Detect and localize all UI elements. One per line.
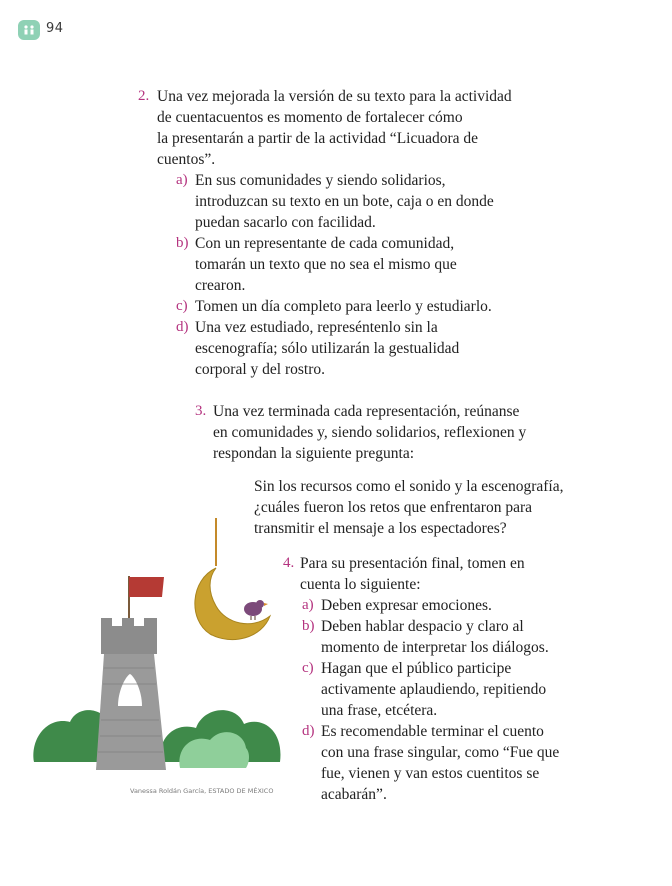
item-text-line: de cuentacuentos es momento de fortalecer cómo	[157, 109, 463, 126]
subitem-label: d)	[302, 723, 315, 739]
item-text-line: la presentarán a partir de la actividad “Licuadora de	[157, 130, 479, 147]
subitem-label: b)	[302, 618, 315, 634]
subitem-text-line: una frase, etcétera.	[321, 702, 438, 719]
subitem-text-line: Hagan que el público participe	[321, 660, 512, 677]
subitem-text-line: introduzcan su texto en un bote, caja o en donde	[195, 193, 494, 210]
subitem-text-line: con una frase singular, como “Fue que	[321, 744, 560, 761]
subitem-label: c)	[302, 660, 314, 676]
item-text-line: respondan la siguiente pregunta:	[213, 445, 415, 462]
subitem-label: d)	[176, 319, 189, 335]
subitem-text-line: fue, vienen y van estos cuentitos se	[321, 765, 540, 782]
item-text-line: Una vez terminada cada representación, reúnanse	[213, 403, 520, 420]
subitem-text-line: escenografía; sólo utilizarán la gestualidad	[195, 340, 460, 357]
item-text-line: Una vez mejorada la versión de su texto para la actividad	[157, 88, 512, 105]
question-line: Sin los recursos como el sonido y la escenografía,	[254, 478, 564, 495]
subitem-text-line: acabarán”.	[321, 786, 387, 803]
subitem-label: c)	[176, 298, 188, 314]
page-number: 94	[46, 21, 64, 36]
subitem-text-line: tomarán un texto que no sea el mismo que	[195, 256, 457, 273]
item-number: 2.	[138, 88, 150, 104]
illustration-credit: Vanessa Roldán García, ESTADO DE MÉXICO	[130, 787, 274, 795]
subitem-text-line: momento de interpretar los diálogos.	[321, 639, 549, 656]
item-number: 4.	[283, 555, 295, 571]
subitem-text-line: crearon.	[195, 277, 246, 294]
subitem-text-line: Con un representante de cada comunidad,	[195, 235, 455, 252]
subitem-text-line: Deben expresar emociones.	[321, 597, 492, 614]
question-line: ¿cuáles fueron los retos que enfrentaron para	[254, 499, 533, 516]
item-number: 3.	[195, 403, 207, 419]
subitem-text-line: corporal y del rostro.	[195, 361, 325, 378]
subitem-label: a)	[302, 597, 314, 613]
item-text-line: cuentos”.	[157, 151, 216, 168]
item-text-line: cuenta lo siguiente:	[300, 576, 421, 593]
subitem-text-line: Tomen un día completo para leerlo y estudiarlo.	[195, 298, 492, 315]
tower-icon	[96, 618, 166, 770]
subitem-label: b)	[176, 235, 189, 251]
subitem-text-line: activamente aplaudiendo, repitiendo	[321, 681, 547, 698]
subitem-text-line: Una vez estudiado, represéntenlo sin la	[195, 319, 438, 336]
subitem-label: a)	[176, 172, 188, 188]
subitem-text-line: Es recomendable terminar el cuento	[321, 723, 544, 740]
question-line: transmitir el mensaje a los espectadores?	[254, 520, 507, 537]
red-flag-icon	[129, 576, 164, 620]
bird-icon	[244, 600, 268, 620]
subitem-text-line: Deben hablar despacio y claro al	[321, 618, 524, 635]
subitem-text-line: puedan sacarlo con facilidad.	[195, 214, 376, 231]
item-text-line: en comunidades y, siendo solidarios, reflexionen y	[213, 424, 527, 441]
subitem-text-line: En sus comunidades y siendo solidarios,	[195, 172, 446, 189]
item-text-line: Para su presentación final, tomen en	[300, 555, 525, 572]
